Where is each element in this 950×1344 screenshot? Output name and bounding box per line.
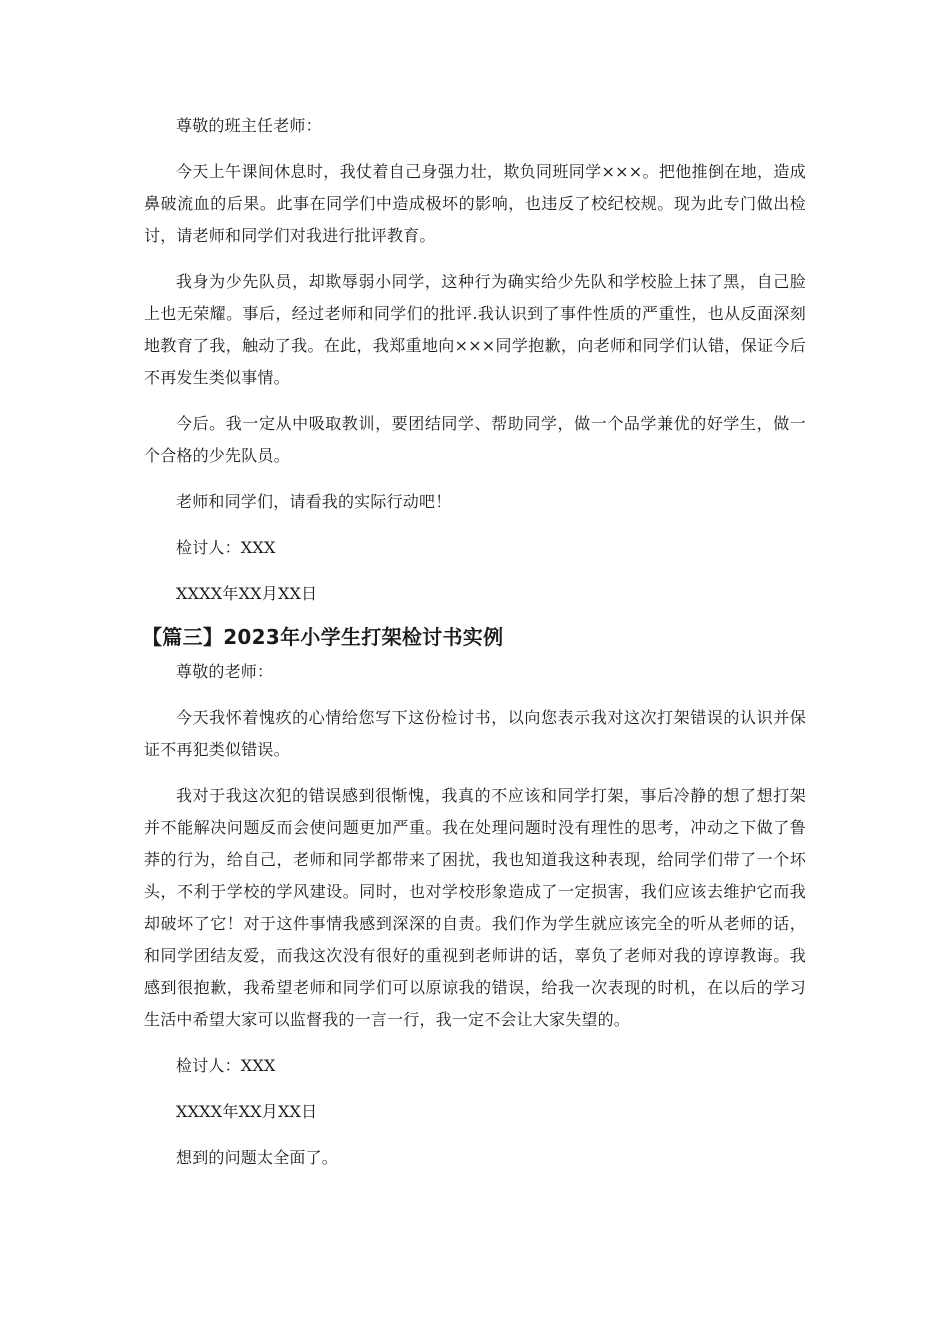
document-page	[144, 110, 806, 1188]
paragraph: 我对于我这次犯的错误感到很惭愧，我真的不应该和同学打架，事后冷静的想了想打架并不能解决问题反而会使问题更加严重。我在处理问题时没有理性的思考，冲动之下做了鲁莽的行为，给自己，老师和同学都带来了困扰，我也知道我这种表现，给同学们带了一个坏头，不利于学校的学风建设。同时，也对学校形象造成了一定损害，我们应该去维护它而我却破坏了它！对于这件事情我感到深深的自责。我们作为学生就应该完全的听从老师的话，和同学团结友爱，而我这次没有很好的重视到老师讲的话，辜负了老师对我的谆谆教诲。我感到很抱歉，我希望老师和同学们可以原谅我的错误，给我一次表现的时机，在以后的学习生活中希望大家可以监督我的一言一行，我一定不会让大家失望的。	[144, 786, 806, 1029]
paragraph: 老师和同学们，请看我的实际行动吧！	[176, 492, 452, 511]
section-heading: 【篇三】2023年小学生打架检讨书实例	[142, 625, 504, 649]
paragraph: 今天上午课间休息时，我仗着自己身强力壮，欺负同班同学×××。把他推倒在地，造成鼻破流血的后果。此事在同学们中造成极坏的影响，也违反了校纪校规。现为此专门做出检讨，请老师和同学们对我进行批评教育。	[144, 162, 806, 245]
closing-text: 想到的问题太全面了。	[176, 1148, 339, 1167]
signer: 检讨人：XXX	[176, 1056, 276, 1075]
salutation: 尊敬的班主任老师：	[176, 116, 322, 135]
paragraph: 今天我怀着愧疚的心情给您写下这份检讨书，以向您表示我对这次打架错误的认识并保证不再犯类似错误。	[144, 708, 806, 759]
paragraph: 我身为少先队员，却欺辱弱小同学，这种行为确实给少先队和学校脸上抹了黑，自己脸上也无荣耀。事后，经过老师和同学们的批评.我认识到了事件性质的严重性，也从反面深刻地教育了我，触动了我。在此，我郑重地向×××同学抱歉，向老师和同学们认错，保证今后不再发生类似事情。	[144, 272, 806, 387]
date: XXXX年XX月XX日	[176, 584, 318, 603]
date: XXXX年XX月XX日	[176, 1102, 318, 1121]
paragraph: 今后。我一定从中吸取教训，要团结同学、帮助同学，做一个品学兼优的好学生，做一个合格的少先队员。	[144, 414, 806, 465]
signer: 检讨人：XXX	[176, 538, 276, 557]
salutation: 尊敬的老师：	[176, 662, 274, 681]
